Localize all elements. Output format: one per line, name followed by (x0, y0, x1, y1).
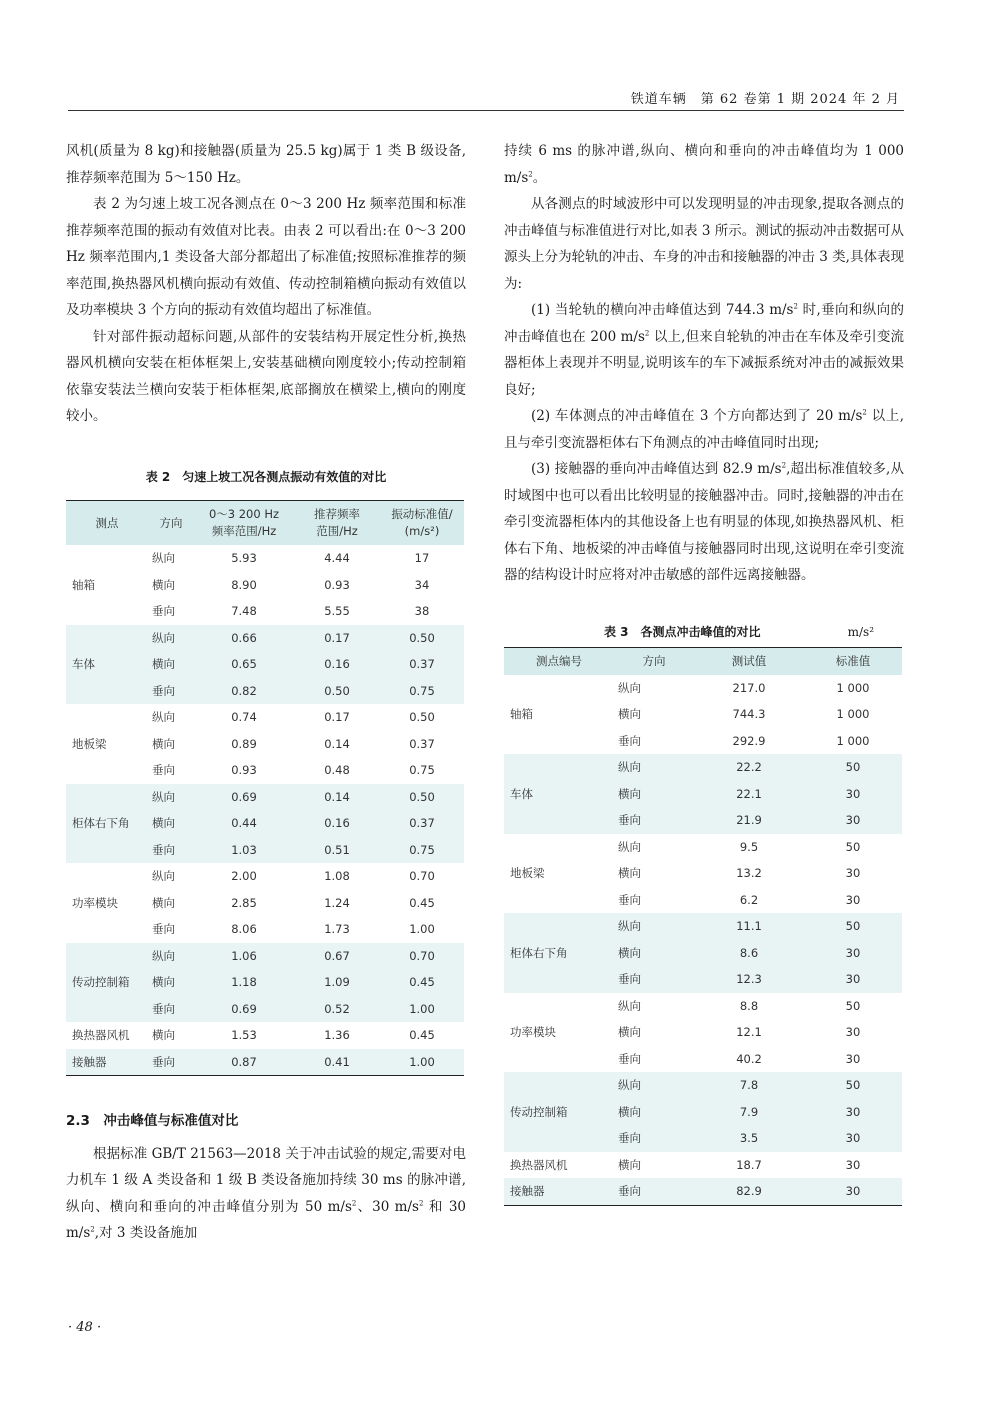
table-cell: 横向 (614, 940, 694, 967)
table-cell: 3.5 (694, 1125, 804, 1152)
table-cell: 0.14 (294, 784, 380, 811)
table-cell: 50 (804, 754, 902, 781)
table-cell: 7.9 (694, 1099, 804, 1126)
table-cell: 0.17 (294, 625, 380, 652)
table-row (66, 625, 464, 652)
table-cell: 横向 (614, 1099, 694, 1126)
group-name: 车体 (66, 625, 148, 705)
table-cell: 垂向 (618, 733, 641, 748)
table-cell: 0.69 (194, 996, 294, 1023)
table-cell: 纵向 (614, 913, 694, 940)
table-row (66, 784, 464, 811)
table-cell: 0.93 (324, 577, 350, 592)
table-cell: 横向 (148, 651, 194, 678)
table-cell: 0.75 (380, 837, 464, 864)
journal-header: 铁道车辆 第 62 卷第 1 期 2024 年 2 月 (630, 92, 900, 107)
table3-title: 表 3 各测点冲击峰值的对比 (604, 624, 761, 639)
table-cell: 纵向 (618, 839, 641, 854)
table-cell: 0.16 (294, 651, 380, 678)
table-cell: 垂向 (614, 807, 694, 834)
table-cell: 0.87 (194, 1049, 294, 1076)
group-name: 功率模块 (510, 1025, 556, 1039)
table-cell: 纵向 (618, 998, 641, 1013)
table-cell: 30 (804, 940, 902, 967)
table-cell: 0.66 (194, 625, 294, 652)
table-cell: 垂向 (152, 922, 175, 936)
table-cell: 0.48 (324, 763, 350, 777)
paragraph: 表 2 为匀速上坡工况各测点在 0～3 200 Hz 频率范围和标准推荐频率范围的振动有效值对比表。由表 2 可以看出:在 0～3 200 Hz 频率范围内,1 类设备大部分都超出了标准值;按照标准推荐的频率范围,换热器风机横向振动有效值、传动控制箱横向振动有效值以及功率模块 3 个方向的振动有效值均超出了标准值。 (66, 196, 466, 318)
paragraph: 持续 6 ms 的脉冲谱,纵向、横向和垂向的冲击峰值均为 1 000 $m/s^2$。 (504, 143, 904, 186)
group-name: 换热器风机 (72, 1028, 130, 1042)
table-cell: 22.2 (694, 754, 804, 781)
table-cell: 0.89 (231, 736, 257, 751)
table-cell: 垂向 (614, 1125, 694, 1152)
table-cell: 0.74 (231, 710, 257, 724)
table-cell: 0.70 (380, 943, 464, 970)
group-name: 接触器 (504, 1178, 614, 1205)
table-cell: 217.0 (732, 680, 766, 695)
table-cell: 1.09 (294, 969, 380, 996)
table-cell: 垂向 (148, 1049, 194, 1076)
table-cell: 30 (845, 1025, 861, 1039)
table-cell: 0.65 (194, 651, 294, 678)
table-cell: 11.1 (694, 913, 804, 940)
table-header-cell: 方向 (614, 647, 694, 675)
table-cell: 0.16 (294, 810, 380, 837)
table-cell: 0.69 (194, 784, 294, 811)
group-name: 传动控制箱 (504, 1072, 614, 1152)
table-cell: 1.24 (324, 895, 350, 910)
table-cell: 13.2 (736, 866, 762, 880)
table-cell: 0.45 (409, 1028, 435, 1042)
header-rule (68, 110, 904, 111)
table-cell: 6.2 (739, 892, 759, 907)
table-cell: 横向 (152, 577, 175, 592)
table-cell: 30 (804, 1178, 902, 1205)
group-name: 柜体右下角 (66, 784, 148, 864)
table-row (66, 545, 464, 572)
table-cell: 7.8 (694, 1072, 804, 1099)
table-header-cell: 测点 (66, 501, 148, 546)
table-header-cell: 振动标准值/ (m/s²) (380, 501, 464, 546)
table-cell: 0.37 (380, 651, 464, 678)
table-cell: 纵向 (618, 680, 641, 695)
table-cell: 30 (845, 1051, 861, 1066)
table-cell: 18.7 (736, 1157, 762, 1172)
table-cell: 1.00 (409, 922, 435, 936)
table-cell: 1.08 (324, 869, 350, 883)
table-cell: 垂向 (152, 604, 175, 618)
table-cell: 横向 (152, 736, 175, 751)
table-cell: 横向 (148, 969, 194, 996)
table-cell: 1.06 (194, 943, 294, 970)
table-cell: 垂向 (148, 678, 194, 705)
table-row (66, 1022, 464, 1049)
right-column (504, 138, 904, 1206)
table-cell: 纵向 (614, 754, 694, 781)
table-cell: 1 000 (836, 707, 870, 721)
table-cell: 横向 (618, 866, 641, 880)
table-cell: 8.8 (739, 998, 759, 1013)
group-name: 柜体右下角 (504, 913, 614, 993)
table-cell: 1 000 (836, 680, 870, 695)
section-title: 2.3 冲击峰值与标准值对比 (66, 1113, 239, 1129)
table-cell: 30 (804, 1125, 902, 1152)
table-cell: 82.9 (694, 1178, 804, 1205)
table-cell: 1 000 (836, 733, 870, 748)
table-cell: 0.93 (231, 763, 257, 777)
table-row (504, 1178, 902, 1205)
table-cell: 12.3 (694, 966, 804, 993)
table-cell: 8.06 (231, 922, 257, 936)
table-cell: 0.51 (294, 837, 380, 864)
left-column (66, 138, 466, 1247)
table-cell: 7.48 (231, 604, 257, 618)
table-cell: 0.70 (409, 869, 435, 883)
table-row (504, 1152, 902, 1179)
group-name: 地板梁 (510, 866, 545, 880)
table-cell: 2.00 (231, 869, 257, 883)
paragraph: 针对部件振动超标问题,从部件的安装结构开展定性分析,换热器风机横向安装在柜体框架上,安装基础横向刚度较小;传动控制箱依靠安装法兰横向安装于柜体框架,底部搁放在横梁上,横向的刚度较小。 (66, 328, 466, 424)
table-cell: 纵向 (148, 784, 194, 811)
list-item: (3) 接触器的垂向冲击峰值达到 82.9 $m/s^2$,超出标准值较多,从时域图中也可以看出比较明显的接触器冲击。同时,接触器的冲击在牵引变流器柜体内的其他设备上也有明显的体现,如换热器风机、柜体右下角、地板梁的冲击峰值与接触器同时出现,这说明在牵引变流器的结构设计时应将对冲击敏感的部件远离接触器。 (504, 461, 904, 583)
table-cell: 垂向 (148, 837, 194, 864)
table-cell: 50 (845, 839, 861, 854)
table-cell: 0.50 (409, 710, 435, 724)
table-cell: 30 (845, 1157, 861, 1172)
table-cell: 纵向 (614, 1072, 694, 1099)
table-cell: 垂向 (614, 966, 694, 993)
table-cell: 1.18 (194, 969, 294, 996)
table-cell: 21.9 (694, 807, 804, 834)
table-cell: 0.14 (324, 736, 350, 751)
table-cell: 5.55 (324, 604, 350, 618)
table-cell: 纵向 (152, 869, 175, 883)
table-cell: 1.00 (380, 1049, 464, 1076)
table-cell: 50 (845, 998, 861, 1013)
table-cell: 纵向 (148, 943, 194, 970)
table-header-cell: 推荐频率 范围/Hz (294, 501, 380, 546)
paragraph: 从各测点的时域波形中可以发现明显的冲击现象,提取各测点的冲击峰值与标准值进行对比,如表 3 所示。测试的振动冲击数据可从源头上分为轮轨的冲击、车身的冲击和接触器的冲击 3 类,具体表现为: (504, 196, 904, 292)
table-header-cell: 0～3 200 Hz 频率范围/Hz (194, 501, 294, 546)
list-item: (2) 车体测点的冲击峰值在 3 个方向都达到了 20 $m/s^2$ 以上,且与牵引变流器柜体右下角测点的冲击峰值同时出现; (504, 408, 904, 451)
table-cell: 纵向 (152, 551, 175, 565)
table-row (504, 993, 902, 1020)
group-name: 地板梁 (72, 736, 107, 751)
table-cell: 8.6 (694, 940, 804, 967)
table-cell: 12.1 (736, 1025, 762, 1039)
table-cell: 8.90 (231, 577, 257, 592)
group-name: 车体 (504, 754, 614, 834)
table-header-cell: 方向 (148, 501, 194, 546)
table-cell: 横向 (618, 1157, 641, 1172)
group-name: 传动控制箱 (66, 943, 148, 1023)
table-cell: 横向 (614, 781, 694, 808)
table-cell: 22.1 (694, 781, 804, 808)
table-cell: 1.00 (380, 996, 464, 1023)
table3-unit: m/s² (847, 624, 874, 639)
table-cell: 38 (414, 604, 430, 618)
table-cell: 30 (804, 966, 902, 993)
table3-caption (504, 619, 904, 637)
table-cell: 0.52 (294, 996, 380, 1023)
table-cell: 0.50 (294, 678, 380, 705)
table-cell: 744.3 (732, 707, 766, 721)
table-cell: 横向 (152, 895, 175, 910)
table-cell: 垂向 (618, 1051, 641, 1066)
table-row (504, 913, 902, 940)
table-cell: 0.82 (194, 678, 294, 705)
table2 (66, 500, 464, 1076)
table-cell: 横向 (148, 810, 194, 837)
table-cell: 0.75 (409, 763, 435, 777)
table-cell: 0.75 (380, 678, 464, 705)
table-cell: 30 (804, 807, 902, 834)
paragraph: 风机(质量为 8 kg)和接触器(质量为 25.5 kg)属于 1 类 B 级设备,推荐频率范围为 5～150 Hz。 (66, 143, 466, 186)
table-cell: 34 (414, 577, 430, 592)
table-cell: 1.03 (194, 837, 294, 864)
table-cell: 横向 (152, 1028, 175, 1042)
group-name: 轴箱 (510, 707, 533, 721)
table-cell: 0.67 (294, 943, 380, 970)
table-cell: 5.93 (231, 551, 257, 565)
table-row (66, 863, 464, 890)
table-cell: 30 (845, 892, 861, 907)
table-cell: 4.44 (324, 551, 350, 565)
table-header-cell: 测点编号 (504, 647, 614, 675)
table-row (504, 834, 902, 861)
page-number: · 48 · (68, 1320, 102, 1335)
table-cell: 垂向 (152, 763, 175, 777)
table-cell: 纵向 (148, 625, 194, 652)
list-item: (1) 当轮轨的横向冲击峰值达到 744.3 $m/s^2$ 时,垂向和纵向的冲击峰值也在 200 $m/s^2$ 以上,但来自轮轨的冲击在车体及牵引变流器柜体上表现并不明显,说明该车的车下减振系统对冲击的减振效果良好; (504, 302, 904, 398)
table-cell: 纵向 (152, 710, 175, 724)
table-cell: 0.50 (380, 625, 464, 652)
table-cell: 1.36 (324, 1028, 350, 1042)
table-cell: 50 (804, 913, 902, 940)
table-cell: 0.41 (294, 1049, 380, 1076)
table-row (504, 754, 902, 781)
table-row (66, 704, 464, 731)
table-row (66, 1049, 464, 1076)
table-cell: 292.9 (732, 733, 766, 748)
table-cell: 垂向 (618, 892, 641, 907)
table-cell: 垂向 (148, 996, 194, 1023)
group-name: 换热器风机 (510, 1157, 568, 1172)
group-name: 接触器 (66, 1049, 148, 1076)
table-cell: 30 (845, 866, 861, 880)
table-row (504, 1072, 902, 1099)
table-cell: 9.5 (739, 839, 759, 854)
table2-title: 表 2 匀速上坡工况各测点振动有效值的对比 (145, 469, 387, 484)
group-name: 功率模块 (72, 895, 118, 910)
table-cell: 横向 (618, 707, 641, 721)
table-cell: 0.45 (409, 895, 435, 910)
table-cell: 0.44 (194, 810, 294, 837)
table-cell: 17 (414, 551, 430, 565)
table-cell: 1.53 (231, 1028, 257, 1042)
table3 (504, 647, 902, 1206)
table-cell: 0.37 (409, 736, 435, 751)
table-cell: 0.50 (380, 784, 464, 811)
table-cell: 30 (804, 781, 902, 808)
table-row (66, 943, 464, 970)
table-cell: 2.85 (231, 895, 257, 910)
table-cell: 横向 (618, 1025, 641, 1039)
paragraph: 根据标准 GB/T 21563—2018 关于冲击试验的规定,需要对电力机车 1 级 A 类设备和 1 级 B 类设备施加持续 30 ms 的脉冲谱,纵向、横向和垂向的冲击峰值分别为 50 $m/s^2$、30 $m/s^2$ 和 30 $m/s^2$,对 3 类设备施加 (66, 1145, 466, 1241)
table-cell: 30 (804, 1099, 902, 1126)
table-cell: 垂向 (614, 1178, 694, 1205)
table-cell: 50 (804, 1072, 902, 1099)
table-header-cell: 测试值 (694, 647, 804, 675)
table-cell: 0.45 (380, 969, 464, 996)
table-cell: 40.2 (736, 1051, 762, 1066)
table-header-cell: 标准值 (804, 647, 902, 675)
group-name: 轴箱 (72, 577, 95, 592)
table-row (504, 675, 902, 702)
table-cell: 0.37 (380, 810, 464, 837)
table-cell: 0.17 (324, 710, 350, 724)
table-cell: 1.73 (324, 922, 350, 936)
